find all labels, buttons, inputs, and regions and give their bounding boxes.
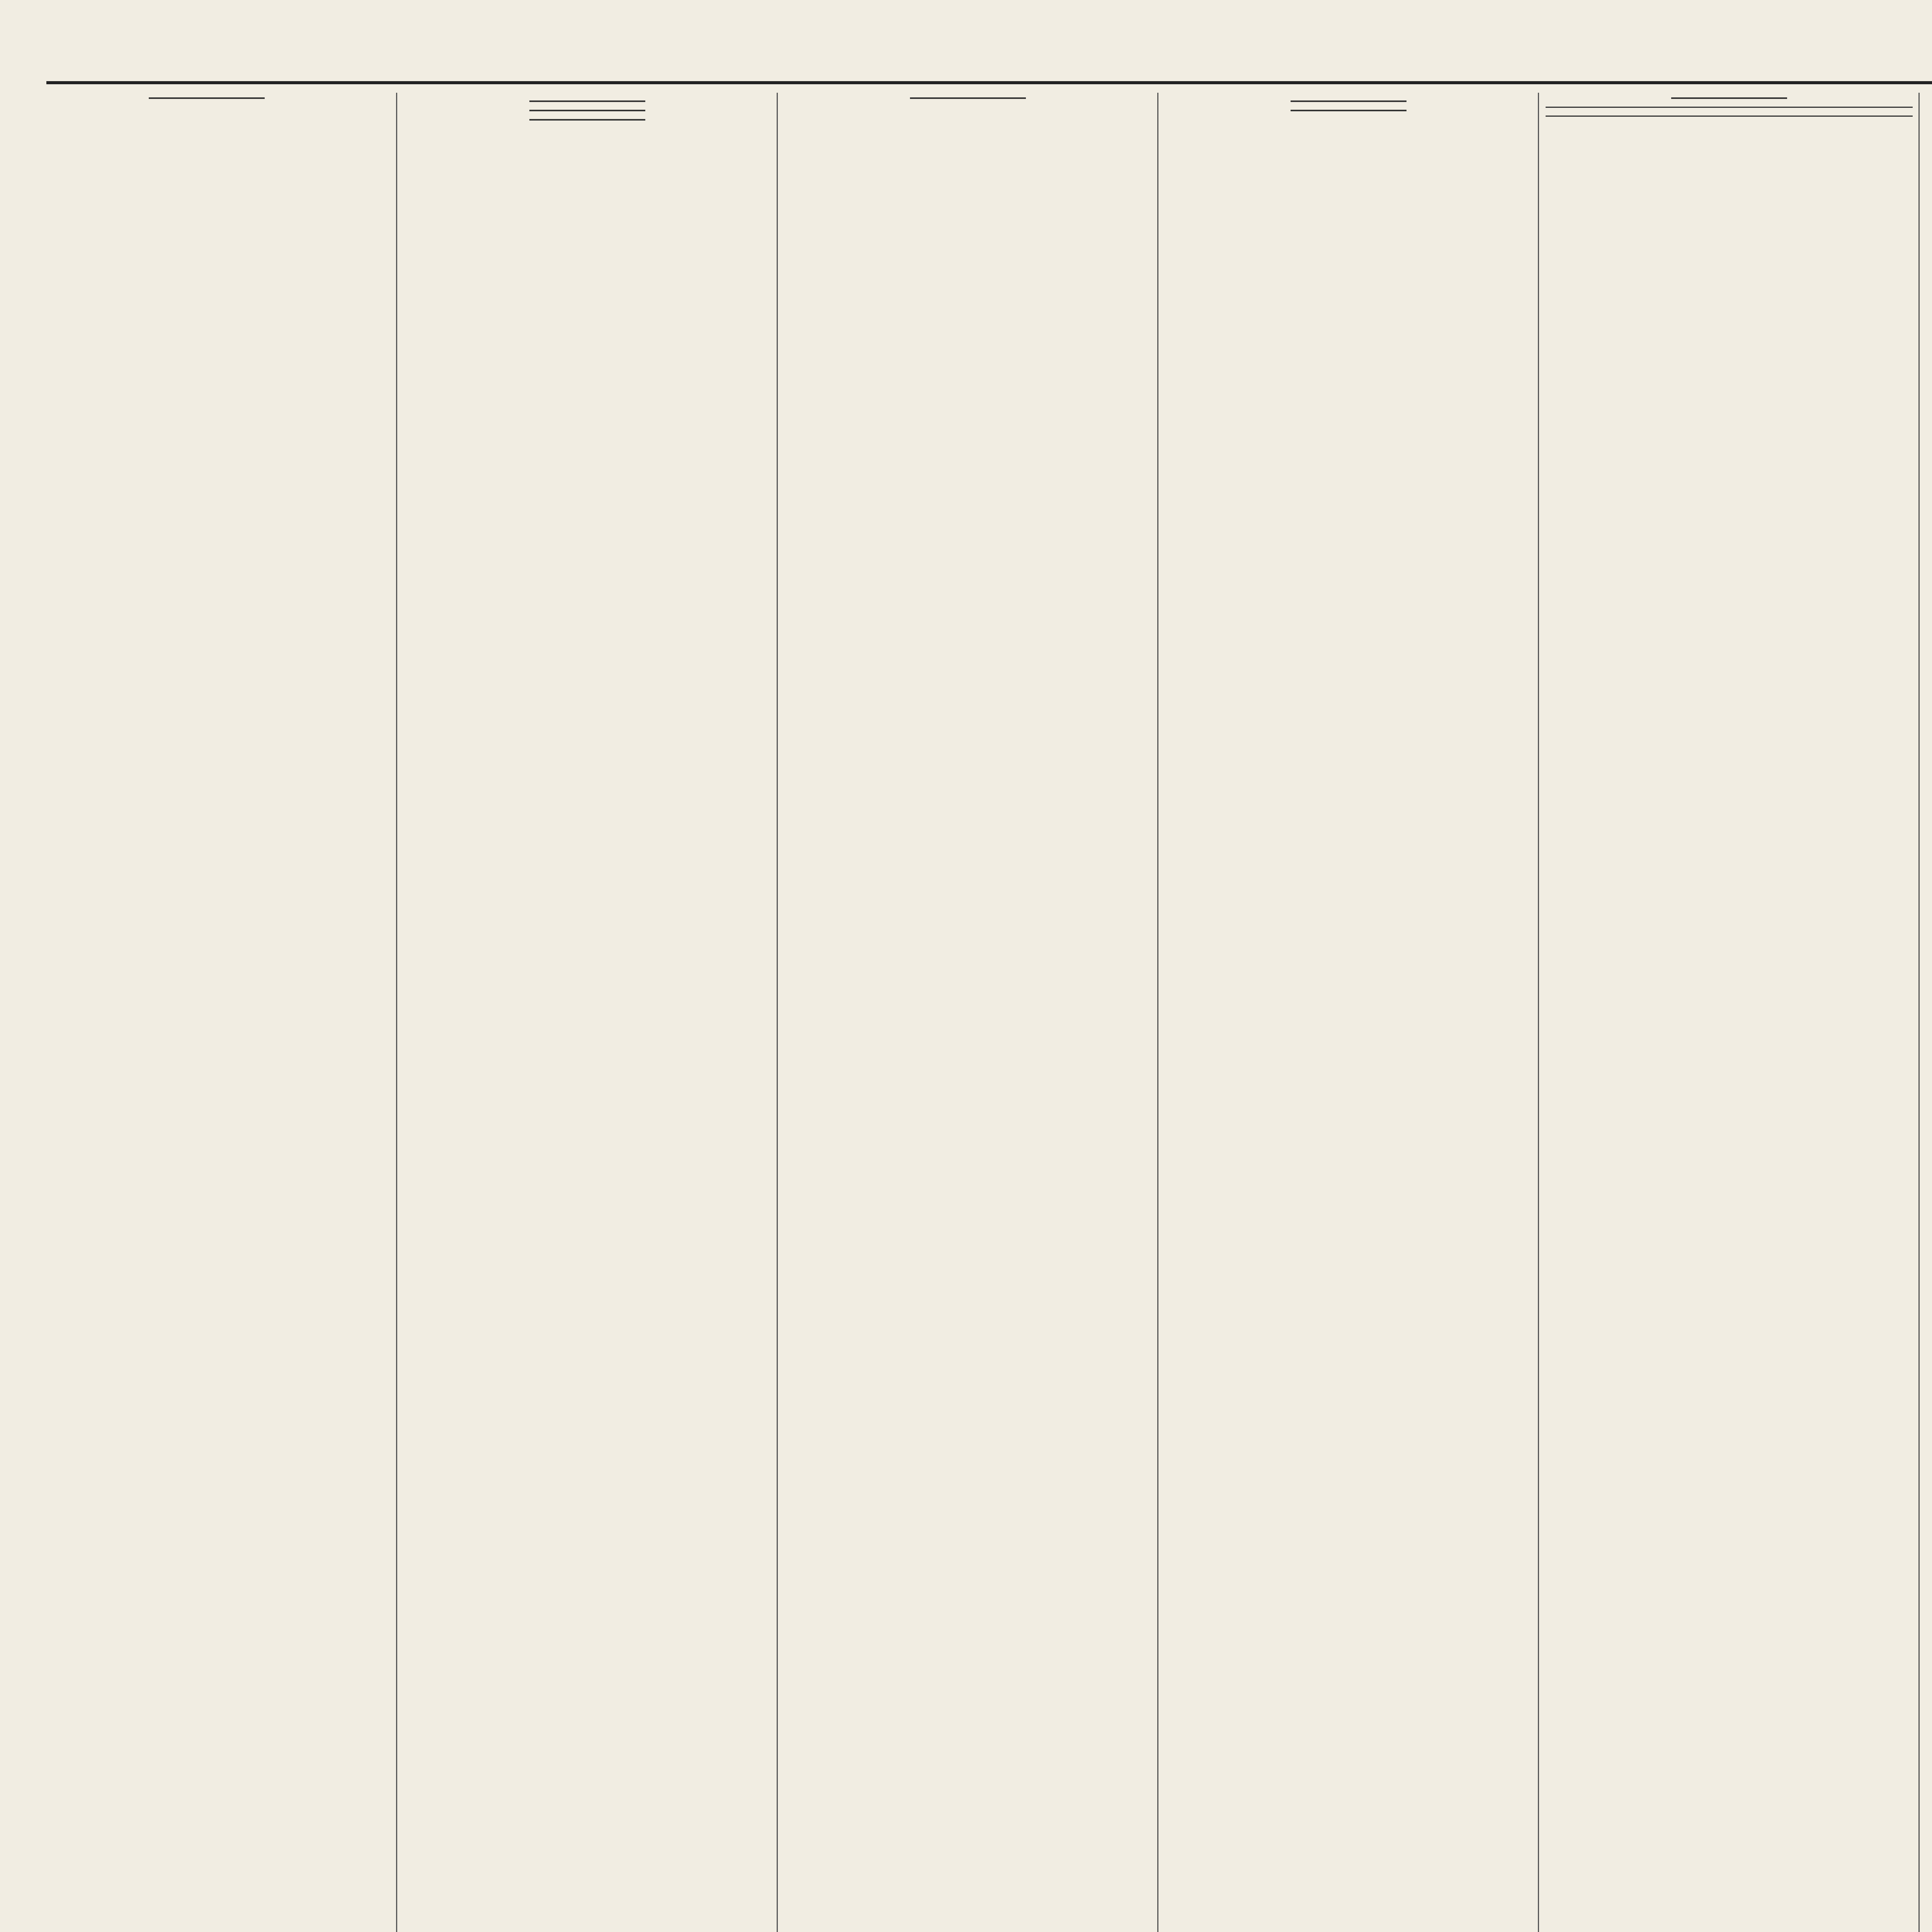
headline-rule <box>1291 100 1406 102</box>
article <box>23 97 390 99</box>
headline-rule <box>529 110 645 111</box>
headline-rule <box>529 119 645 121</box>
headline-rule <box>910 97 1026 99</box>
article <box>1926 97 1932 99</box>
headline-rule <box>1291 110 1406 111</box>
column-divider <box>1157 93 1158 1932</box>
advertisement-box <box>1546 107 1913 117</box>
article <box>1546 107 1913 117</box>
column-3 <box>784 93 1151 1932</box>
headline-rule <box>149 97 265 99</box>
article <box>404 110 771 111</box>
column-divider <box>396 93 397 1932</box>
article <box>1926 116 1932 117</box>
article <box>784 97 1151 99</box>
column-2 <box>404 93 771 1932</box>
article <box>1165 100 1532 102</box>
masthead-rule <box>46 81 1932 84</box>
article <box>1546 97 1913 99</box>
column-divider <box>777 93 778 1932</box>
column-5 <box>1546 93 1913 1932</box>
masthead <box>46 23 1932 81</box>
article <box>1165 110 1532 111</box>
article <box>1926 107 1932 108</box>
column-6 <box>1926 93 1932 1932</box>
article <box>1926 125 1932 127</box>
column-1 <box>23 93 390 1932</box>
column-4 <box>1165 93 1532 1932</box>
headline-rule <box>1671 97 1787 99</box>
headline-rule <box>529 100 645 102</box>
column-divider <box>1918 93 1920 1932</box>
article <box>404 100 771 102</box>
article <box>404 119 771 121</box>
column-divider <box>1538 93 1539 1932</box>
